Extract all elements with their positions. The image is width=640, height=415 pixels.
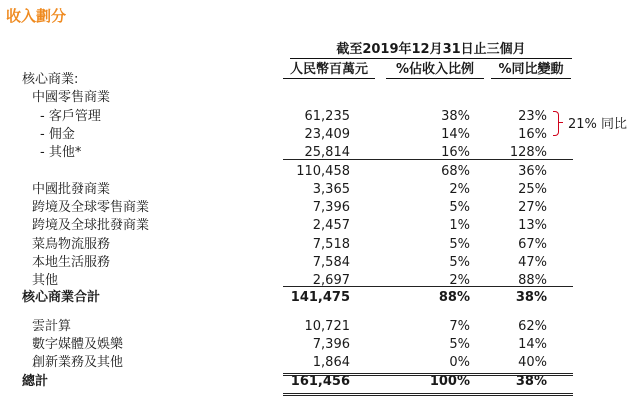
table-row	[0, 108, 640, 126]
period-header: 截至2019年12月31日止三個月	[290, 38, 572, 59]
amount-cell: 7,584	[312, 255, 350, 270]
row-label: 雲計算	[32, 319, 72, 334]
yoy-cell: 88%	[518, 273, 547, 288]
amount-cell: 3,365	[312, 182, 350, 197]
row-label: 創新業務及其他	[32, 355, 124, 370]
yoy-cell: 38%	[515, 374, 547, 389]
table-row	[0, 318, 640, 336]
amount-cell: 2,457	[312, 218, 350, 233]
row-label: - 客戶管理	[40, 109, 101, 124]
table-row	[0, 336, 640, 354]
table-row	[0, 254, 640, 272]
amount-cell: 2,697	[312, 273, 350, 288]
row-label: 中國批發商業	[32, 182, 111, 197]
yoy-cell: 62%	[518, 319, 547, 334]
amount-cell: 7,396	[312, 337, 350, 352]
amount-cell: 161,456	[290, 374, 350, 389]
yoy-cell: 27%	[518, 200, 547, 215]
table-row	[0, 126, 640, 144]
annotation-bracket	[553, 111, 559, 136]
yoy-cell: 67%	[518, 237, 547, 252]
yoy-cell: 14%	[518, 337, 547, 352]
table-row	[0, 217, 640, 235]
yoy-cell: 16%	[518, 127, 547, 142]
share-cell: 14%	[441, 127, 470, 142]
amount-cell: 61,235	[304, 109, 350, 124]
row-label: - 佣金	[40, 127, 75, 142]
yoy-cell: 128%	[509, 145, 547, 160]
row-label: 核心商業合計	[22, 290, 101, 305]
row-label: 核心商業:	[22, 72, 79, 87]
table-row	[0, 89, 640, 107]
amount-cell: 7,396	[312, 200, 350, 215]
yoy-cell: 36%	[518, 164, 547, 179]
share-cell: 16%	[441, 145, 470, 160]
amount-cell: 25,814	[304, 145, 350, 160]
table-row	[0, 236, 640, 254]
share-cell: 7%	[449, 319, 470, 334]
table-row	[0, 272, 640, 290]
table-row	[0, 199, 640, 217]
column-header-amount: 人民幣百萬元	[283, 58, 375, 79]
yoy-cell: 47%	[518, 255, 547, 270]
amount-cell: 141,475	[290, 290, 350, 305]
share-cell: 2%	[449, 273, 470, 288]
share-cell: 5%	[449, 237, 470, 252]
share-cell: 5%	[449, 337, 470, 352]
yoy-cell: 13%	[518, 218, 547, 233]
amount-cell: 23,409	[304, 127, 350, 142]
row-label: 本地生活服務	[32, 255, 111, 270]
yoy-cell: 25%	[518, 182, 547, 197]
share-cell: 5%	[449, 200, 470, 215]
share-cell: 88%	[438, 290, 470, 305]
table-row	[0, 354, 640, 372]
row-label: 菜鳥物流服務	[32, 237, 111, 252]
share-cell: 5%	[449, 255, 470, 270]
amount-cell: 1,864	[312, 355, 350, 370]
table-row	[0, 163, 640, 181]
table-row	[0, 71, 640, 89]
row-label: 其他	[32, 273, 59, 288]
subtotal-rule	[283, 159, 573, 160]
grand-total-rule-bottom	[283, 393, 573, 396]
row-label: 數字媒體及娛樂	[32, 337, 124, 352]
table-row	[0, 289, 640, 307]
row-label: - 其他*	[40, 145, 82, 160]
row-label: 跨境及全球零售商業	[32, 200, 150, 215]
row-label: 中國零售商業	[32, 90, 111, 105]
share-cell: 1%	[449, 218, 470, 233]
yoy-cell: 40%	[518, 355, 547, 370]
share-cell: 38%	[441, 109, 470, 124]
grand-total-rule-top	[283, 373, 573, 376]
table-row	[0, 181, 640, 199]
row-label: 跨境及全球批發商業	[32, 218, 150, 233]
share-cell: 2%	[449, 182, 470, 197]
page-title: 收入劃分	[6, 7, 67, 25]
annotation-bracket-tick	[558, 122, 563, 123]
share-cell: 100%	[429, 374, 470, 389]
amount-cell: 10,721	[304, 319, 350, 334]
column-header-yoy: %同比變動	[491, 58, 571, 79]
share-cell: 68%	[441, 164, 470, 179]
core-total-rule	[283, 286, 573, 287]
annotation-note: 21% 同比	[568, 117, 628, 132]
column-header-share: %佔收入比例	[386, 58, 484, 79]
row-label: 總計	[22, 374, 49, 389]
yoy-cell: 23%	[518, 109, 547, 124]
amount-cell: 110,458	[296, 164, 350, 179]
yoy-cell: 38%	[515, 290, 547, 305]
amount-cell: 7,518	[312, 237, 350, 252]
share-cell: 0%	[449, 355, 470, 370]
